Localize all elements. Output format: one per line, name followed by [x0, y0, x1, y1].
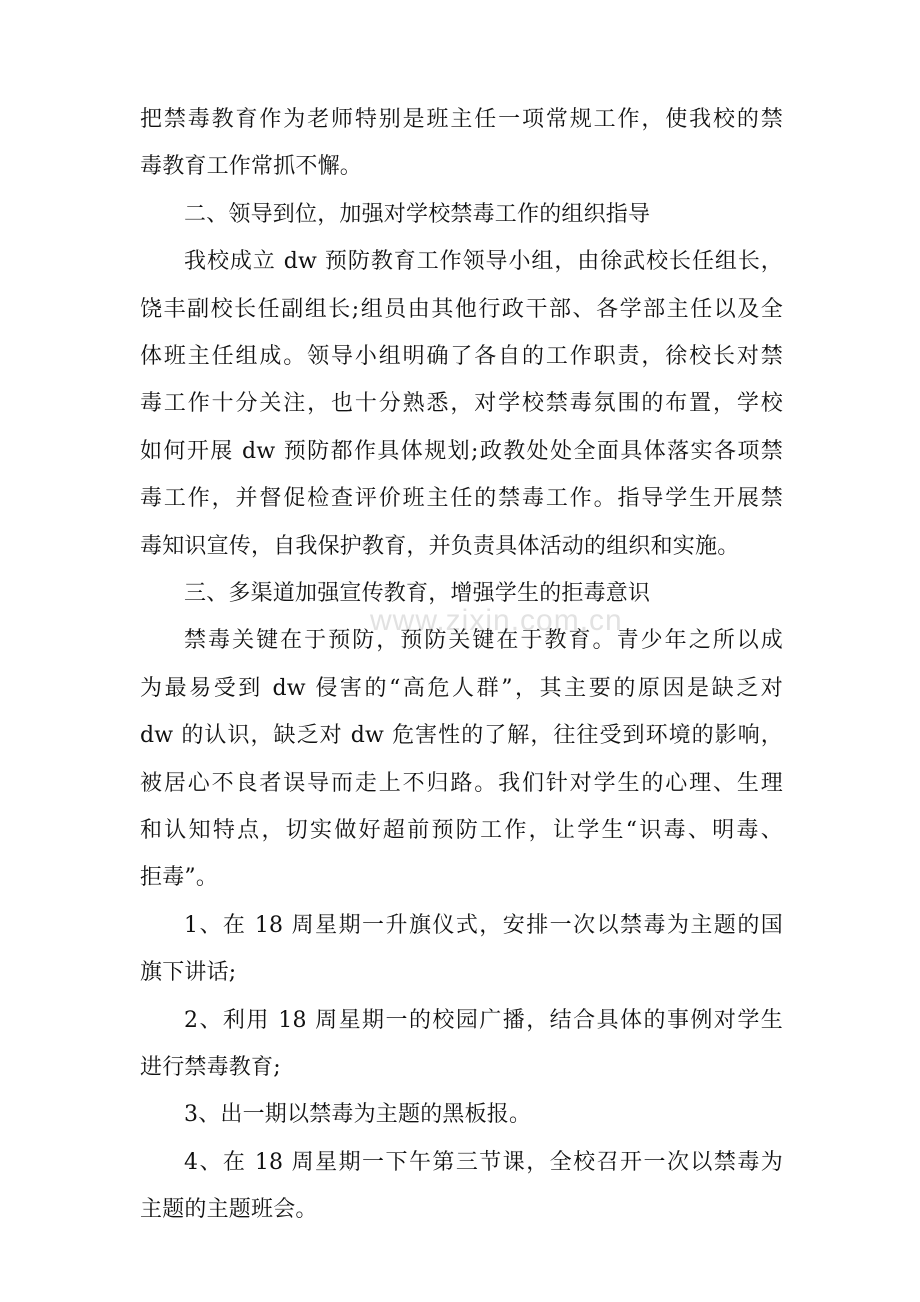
text-line: 二、领导到位，加强对学校禁毒工作的组织指导 [184, 201, 651, 227]
text-line: 2、利用 18 周星期一的校园广播，结合具体的事例对学生 [184, 1007, 783, 1033]
text-line: 4、在 18 周星期一下午第三节课，全校召开一次以禁毒为 [184, 1149, 783, 1175]
text-line: 拒毒”。 [140, 865, 219, 891]
text-line: 饶丰副校长任副组长;组员由其他行政干部、各学部主任以及全 [140, 296, 783, 322]
text-line: 我校成立 dw 预防教育工作领导小组，由徐武校长任组长， [184, 249, 783, 275]
watermark: www.zixin.com.cn [370, 604, 623, 637]
text-line: 三、多渠道加强宣传教育，增强学生的拒毒意识 [184, 581, 651, 606]
text-line: 如何开展 dw 预防都作具体规划;政教处处全面具体落实各项禁 [140, 438, 783, 464]
text-line: 毒工作，并督促检查评价班主任的禁毒工作。指导学生开展禁 [140, 486, 783, 512]
text-line: 把禁毒教育作为老师特别是班主任一项常规工作，使我校的禁 [140, 107, 783, 132]
text-line: 被居心不良者误导而走上不归路。我们针对学生的心理、生理 [140, 770, 783, 796]
text-line: 体班主任组成。领导小组明确了各自的工作职责，徐校长对禁 [140, 344, 783, 369]
text-line: 毒工作十分关注，也十分熟悉，对学校禁毒氛围的布置，学校 [140, 391, 783, 417]
text-line: 旗下讲话; [140, 960, 237, 986]
text-line: 和认知特点，切实做好超前预防工作，让学生“识毒、明毒、 [140, 818, 783, 843]
text-line: 为最易受到 dw 侵害的“高危人群”，其主要的原因是缺乏对 [140, 675, 783, 701]
text-line: 3、出一期以禁毒为主题的黑板报。 [184, 1102, 532, 1128]
text-line: 禁毒关键在于预防，预防关键在于教育。青少年之所以成 [184, 628, 783, 654]
text-line: 进行禁毒教育; [140, 1055, 281, 1080]
text-line: 1、在 18 周星期一升旗仪式，安排一次以禁毒为主题的国 [184, 912, 783, 938]
text-line: 毒教育工作常抓不懈。 [140, 154, 363, 180]
text-line: dw 的认识，缺乏对 dw 危害性的了解，往往受到环境的影响， [140, 723, 783, 749]
text-line: 主题的主题班会。 [140, 1197, 318, 1223]
text-line: 毒知识宣传，自我保护教育，并负责具体活动的组织和实施。 [140, 533, 740, 559]
